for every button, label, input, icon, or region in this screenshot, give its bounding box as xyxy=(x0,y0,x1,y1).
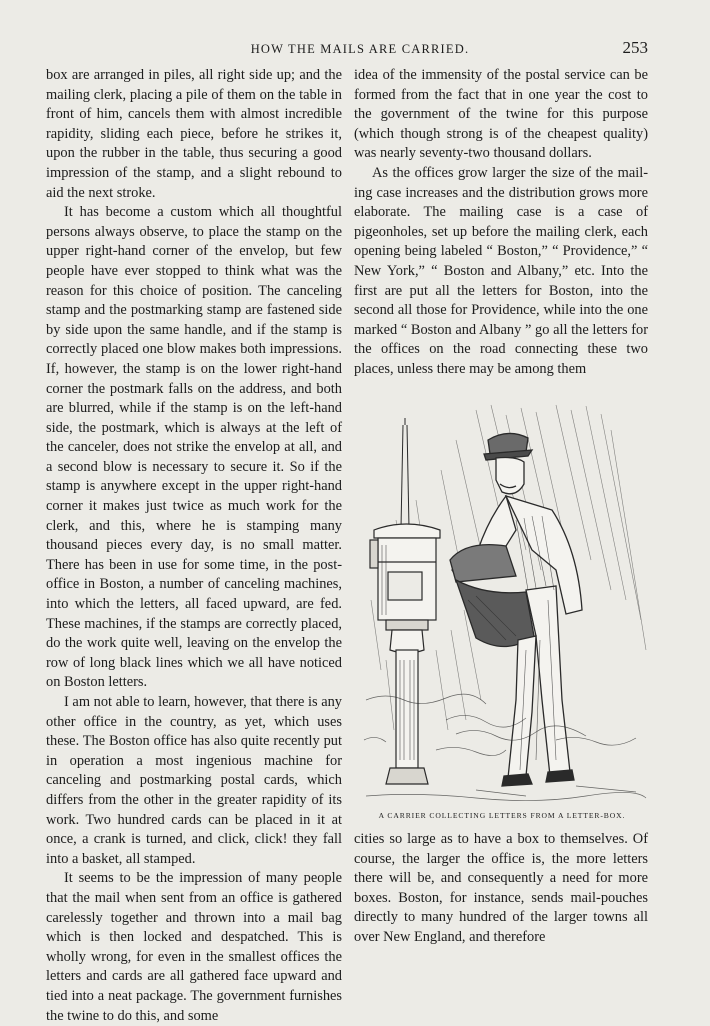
paragraph: idea of the immensity of the postal service can be formed from the fact that in one year the cost to the government of the twine for this purpose (which though strong is of the cheapest quality) was nearly seventy-two thousand dollars. xyxy=(354,67,648,162)
figure-caption: A CARRIER COLLECTING LETTERS FROM A LETTER-BOX. xyxy=(378,811,626,820)
paragraph: It seems to be the impression of many people that the mail when sent from an office is gathered carelessly together and thrown into a mail bag which is then locked and despatched. This is wholly wrong, for even in the smallest offices the letters and cards are all gathered face upward and tied into a neat package. The government furnishes the twine to do this, and some xyxy=(46,870,342,1024)
running-title: HOW THE MAILS ARE CARRIED. xyxy=(250,42,470,56)
illustration-carrier-letter-box xyxy=(356,400,648,808)
right-column-continuation xyxy=(354,830,648,948)
paragraph: I am not able to learn, however, that there is any other office in the country, as yet, which uses these. The Boston office has also quite recently put in operation a most ingenious machine for canceling and postmarking postal cards, which differs from the other in the greater rapidity of its work. Two hundred cards can be placed in it at once, a crank is turned, and click, click! they fall into a basket, all stamped. xyxy=(46,694,342,867)
paragraph: box are arranged in piles, all right side up; and the mailing clerk, placing a pile of them on the table in front of him, cancels them with almost incredible rapidity, sliding each piece, before he strikes it, upon the rubber in the table, thus securing a good impression of the stamp, and a slight rebound to aid the next stroke. xyxy=(46,67,342,201)
left-column xyxy=(46,66,342,1026)
paragraph: As the offices grow larger the size of the mailing case increases and the distribution grows more elaborate. The mailing case is a case of pigeonholes, set up before the mailing clerk, each opening being labeled “ Boston,” “ Providence,” “ New York,” “ Boston and Albany,” etc. Into the first are put all the letters for Boston, into the second all those for Providence, while into the one marked “ Boston and Albany ” go all the letters for the offices on the road connecting these two places, unless there may be among them xyxy=(354,164,648,377)
right-column xyxy=(354,66,648,380)
paragraph: It has become a custom which all thoughtful persons always observe, to place the stamp on the upper right-hand corner of the envelop, but few people have ever stopped to think what was the reason for this choice of position. The canceling stamp and the postmarking stamp are fastened side by side upon the same handle, and if the stamp is correctly placed one blow makes both impressions. If, however, the stamp is on the lower right-hand corner the postmark falls on the address, and both are blurred, while if the stamp is on the left-hand side, the postmark, which is always at the left of the canceler, does not strike the envelop at all, and a second blow is necessary to secure it. So if the stamp is anywhere except in the upper right-hand corner it makes just twice as much work for the clerk, and this, where he is stamping many thousand pieces every day, is no small matter. There has been in use for some time, in the post-office in Boston, a number of canceling machines, into which the letters, all faced upward, are fed. These machines, if the stamps are correctly placed, do the work quite well, leaving on the envelop the row of long black lines which we all have noticed on Boston letters. xyxy=(46,204,342,691)
running-head xyxy=(0,38,710,64)
page-number: 253 xyxy=(622,38,648,57)
paragraph: cities so large as to have a box to themselves. Of course, the larger the office is, the more letters there will be, and consequently a need for more boxes. Boston, for instance, sends mail-pouches directly to many hundred of the larger towns all over New England, and therefore xyxy=(354,831,648,945)
